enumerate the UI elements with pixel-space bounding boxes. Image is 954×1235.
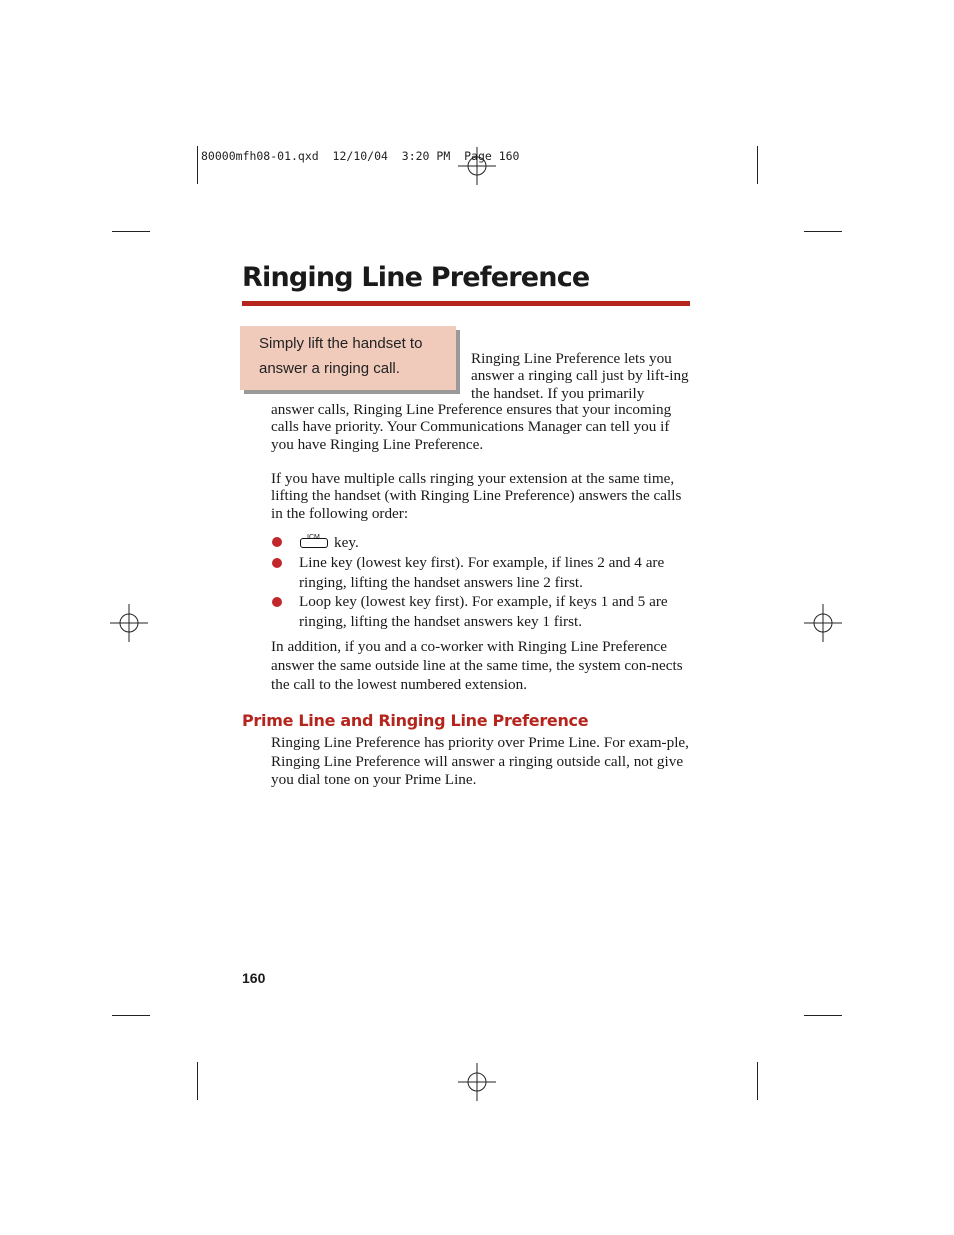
page-number: 160 xyxy=(242,970,266,986)
crop-mark xyxy=(804,231,842,232)
page-title: Ringing Line Preference xyxy=(242,262,590,293)
intro-paragraph-part1: Ringing Line Preference lets you answer a ringing call just by lift-ing the handset. If you primarily xyxy=(471,350,689,402)
list-item: Loop key (lowest key first). For example, if keys 1 and 5 are ringing, lifting the handset answers key 1 first. xyxy=(299,593,668,630)
crop-mark xyxy=(757,146,758,184)
crop-mark xyxy=(804,1015,842,1016)
crop-mark xyxy=(112,1015,150,1016)
crop-mark xyxy=(197,146,198,184)
bullet-dot xyxy=(272,597,282,607)
crop-mark xyxy=(757,1062,758,1100)
section-heading: Prime Line and Ringing Line Preference xyxy=(242,711,589,730)
registration-mark-icon xyxy=(458,147,496,185)
bullet-dot xyxy=(272,558,282,568)
icm-key-label: ICM xyxy=(307,534,320,541)
intro-paragraph-part2: answer calls, Ringing Line Preference ensures that your incoming calls have priority. Your Communications Manager can tell you if you have Ringing Line Preference. xyxy=(271,401,672,453)
crop-mark xyxy=(197,1062,198,1100)
bullet-dot xyxy=(272,537,282,547)
icm-key-icon xyxy=(299,532,331,550)
tip-text: Simply lift the handset to answer a ringing call. xyxy=(259,335,423,377)
title-rule xyxy=(242,301,690,306)
registration-mark-icon xyxy=(458,1063,496,1101)
print-slug-line: 80000mfh08-01.qxd 12/10/04 3:20 PM Page 160 xyxy=(201,149,520,163)
list-item xyxy=(299,532,691,553)
order-intro-paragraph: If you have multiple calls ringing your extension at the same time, lifting the handset (with Ringing Line Preference) answers the calls in the following order: xyxy=(271,470,682,522)
crop-mark xyxy=(112,231,150,232)
prime-line-paragraph: Ringing Line Preference has priority over Prime Line. For exam-ple, Ringing Line Preference will answer a ringing outside call, not give you dial tone on your Prime Line. xyxy=(271,734,689,789)
coworker-paragraph: In addition, if you and a co-worker with Ringing Line Preference answer the same outside line at the same time, the system con-nects the call to the lowest numbered extension. xyxy=(271,638,683,693)
list-item-text: key. xyxy=(334,534,359,551)
registration-mark-icon xyxy=(110,604,148,642)
registration-mark-icon xyxy=(804,604,842,642)
list-item: Line key (lowest key first). For example, if lines 2 and 4 are ringing, lifting the handset answers line 2 first. xyxy=(299,554,665,591)
